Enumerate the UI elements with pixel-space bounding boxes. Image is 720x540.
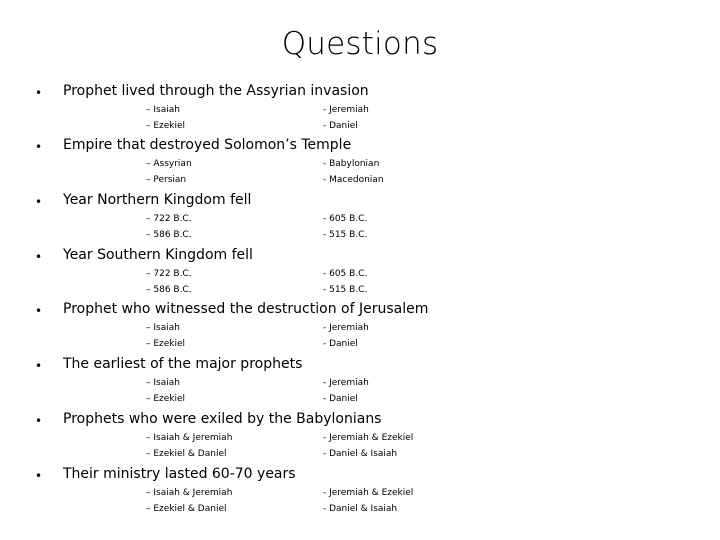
bullet-icon: • (35, 304, 43, 318)
question-text: Year Southern Kingdom fell (63, 247, 253, 263)
option-b: – Ezekiel (146, 121, 186, 131)
option-b: – 586 B.C. (146, 285, 192, 295)
option-c: - Jeremiah & Ezekiel (323, 433, 414, 443)
bullet-icon: • (35, 195, 43, 209)
option-b: – Ezekiel & Daniel (146, 504, 227, 514)
option-b: – Persian (146, 175, 187, 185)
question-3 (0, 192, 720, 248)
option-c: - Jeremiah (323, 323, 369, 333)
option-a: – Isaiah & Jeremiah (146, 433, 233, 443)
question-1 (0, 83, 720, 139)
question-7 (0, 411, 720, 467)
bullet-icon: • (35, 414, 43, 428)
option-c: - Jeremiah (323, 378, 369, 388)
question-2 (0, 137, 720, 193)
option-a: – 722 B.C. (146, 269, 192, 279)
option-c: - Jeremiah & Ezekiel (323, 488, 414, 498)
option-b: – Ezekiel & Daniel (146, 449, 227, 459)
option-b: – Ezekiel (146, 339, 186, 349)
option-d: - 515 B.C. (323, 285, 368, 295)
question-4 (0, 247, 720, 303)
slide-title: Questions (281, 26, 439, 62)
question-text: Empire that destroyed Solomon’s Temple (63, 137, 352, 153)
option-a: – 722 B.C. (146, 214, 192, 224)
option-d: - Macedonian (323, 175, 384, 185)
option-d: - Daniel (323, 121, 358, 131)
option-d: - 515 B.C. (323, 230, 368, 240)
question-text: Prophet lived through the Assyrian invasion (63, 83, 369, 99)
option-c: - 605 B.C. (323, 269, 368, 279)
question-text: Their ministry lasted 60-70 years (63, 466, 296, 482)
option-a: – Isaiah (146, 105, 180, 115)
option-d: - Daniel & Isaiah (323, 449, 398, 459)
option-d: - Daniel (323, 394, 358, 404)
option-a: – Isaiah (146, 323, 180, 333)
question-8 (0, 466, 720, 522)
bullet-icon: • (35, 250, 43, 264)
bullet-icon: • (35, 140, 43, 154)
option-c: - 605 B.C. (323, 214, 368, 224)
option-b: – Ezekiel (146, 394, 186, 404)
bullet-icon: • (35, 359, 43, 373)
option-d: - Daniel (323, 339, 358, 349)
bullet-icon: • (35, 86, 43, 100)
question-5 (0, 301, 720, 357)
option-d: - Daniel & Isaiah (323, 504, 398, 514)
question-6 (0, 356, 720, 412)
question-text: The earliest of the major prophets (63, 356, 303, 372)
option-a: – Isaiah (146, 378, 180, 388)
bullet-icon: • (35, 469, 43, 483)
option-a: – Assyrian (146, 159, 192, 169)
option-c: - Babylonian (323, 159, 380, 169)
option-c: - Jeremiah (323, 105, 369, 115)
question-text: Prophet who witnessed the destruction of Jerusalem (63, 301, 429, 317)
question-text: Year Northern Kingdom fell (63, 192, 252, 208)
option-a: – Isaiah & Jeremiah (146, 488, 233, 498)
option-b: – 586 B.C. (146, 230, 192, 240)
question-text: Prophets who were exiled by the Babylonians (63, 411, 382, 427)
